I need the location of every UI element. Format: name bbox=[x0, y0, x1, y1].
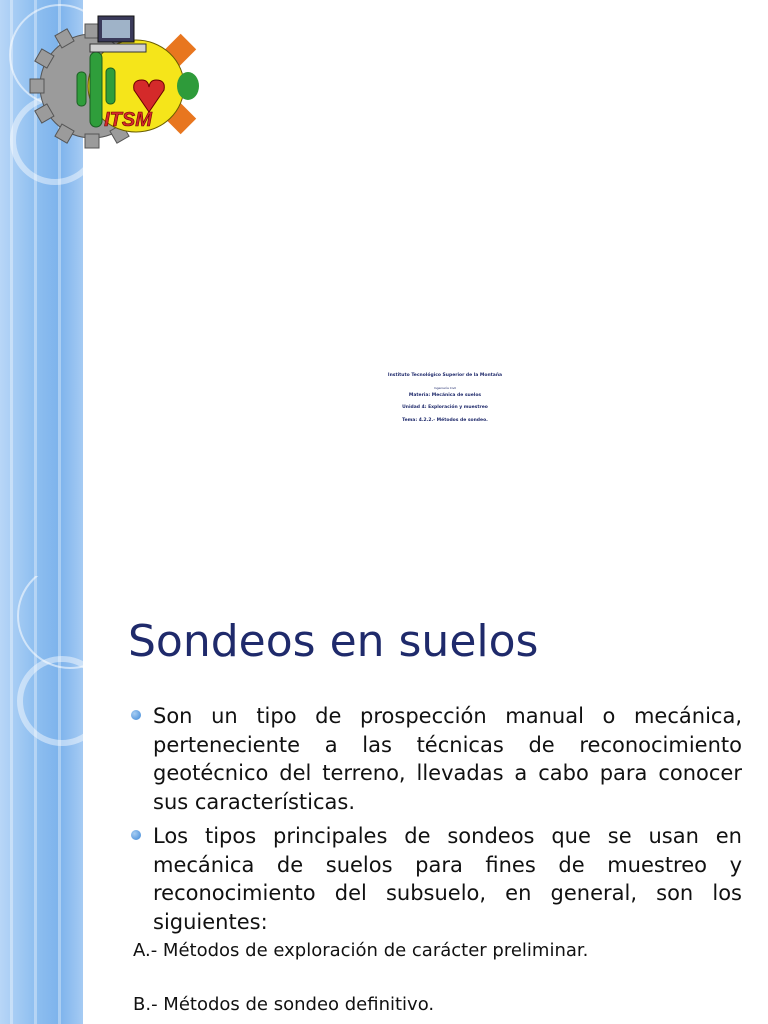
list-item bbox=[130, 702, 742, 816]
bullet-icon bbox=[131, 710, 141, 720]
title-block bbox=[300, 374, 590, 431]
bullet-icon bbox=[131, 830, 141, 840]
bullet-list bbox=[130, 702, 742, 942]
logo-text: ITSM bbox=[104, 109, 152, 131]
bullet-text: Son un tipo de prospección manual o mecánica, perteneciente a las técnicas de reconocimiento geotécnico del terreno, llevadas a cabo para conocer sus características. bbox=[153, 704, 742, 814]
band-swirl-decoration bbox=[0, 576, 85, 1024]
itsm-logo bbox=[24, 12, 204, 152]
subject-line: Materia: Mecánica de suelos bbox=[408, 392, 482, 398]
career-line: Ingeniería Civil bbox=[433, 385, 457, 390]
item-a: A.- Métodos de exploración de carácter preliminar. bbox=[133, 940, 589, 961]
list-item bbox=[130, 822, 742, 936]
item-b: B.- Métodos de sondeo definitivo. bbox=[133, 994, 435, 1015]
topic-line: Tema: 4.2.2.- Métodos de sondeo. bbox=[402, 417, 488, 423]
institution-name: Instituto Tecnológico Superior de la Montaña bbox=[387, 373, 503, 378]
slide-title: Sondeos en suelos bbox=[128, 616, 539, 667]
unit-line: Unidad 4: Exploración y muestreo bbox=[402, 405, 488, 410]
bullet-text: Los tipos principales de sondeos que se usan en mecánica de suelos para fines de muestreo y reconocimiento del subsuelo, en general, son los siguientes: bbox=[153, 824, 742, 934]
content-slide bbox=[0, 576, 768, 1024]
decorative-band bbox=[0, 576, 85, 1024]
